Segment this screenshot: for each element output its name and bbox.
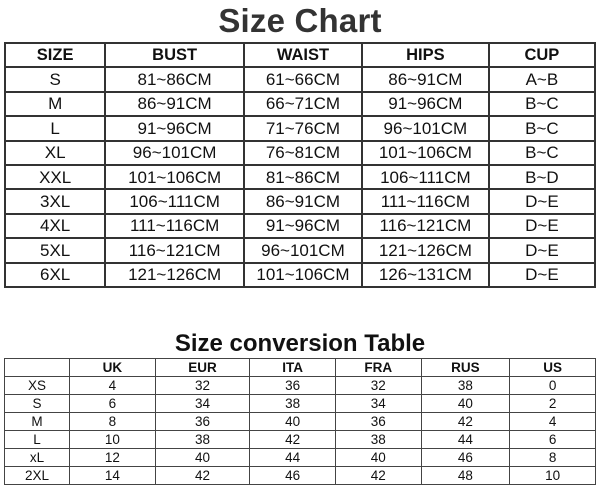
conversion-table: [4, 358, 596, 485]
size-chart-table-cell: S: [5, 67, 105, 91]
size-chart-column-header: WAIST: [244, 43, 362, 67]
size-chart-table-cell: 126~131CM: [362, 263, 489, 287]
size-chart-table-cell: 106~111CM: [105, 189, 244, 213]
conversion-table-cell: 34: [335, 395, 421, 413]
conversion-table-cell: 8: [70, 413, 156, 431]
size-chart-table-row: [5, 214, 595, 238]
conversion-table-row: [5, 449, 596, 467]
size-chart-table-row: [5, 165, 595, 189]
size-chart-table-cell: 101~106CM: [362, 141, 489, 165]
size-chart-table-cell: 6XL: [5, 263, 105, 287]
conversion-table-cell: 46: [250, 467, 336, 485]
conversion-table-row: [5, 467, 596, 485]
conversion-column-header: US: [510, 359, 596, 377]
conversion-table-cell: 0: [510, 377, 596, 395]
size-chart-table-cell: 121~126CM: [362, 238, 489, 262]
size-chart-table-row: [5, 189, 595, 213]
conversion-table-cell: 4: [510, 413, 596, 431]
size-chart-table-row: [5, 141, 595, 165]
size-chart-table-row: [5, 116, 595, 140]
size-chart-column-header: CUP: [489, 43, 595, 67]
size-chart-table-cell: L: [5, 116, 105, 140]
size-chart-table-row: [5, 92, 595, 116]
size-chart-table-cell: D~E: [489, 263, 595, 287]
conversion-table-row: [5, 377, 596, 395]
size-chart-table-cell: 86~91CM: [362, 67, 489, 91]
conversion-table-cell: 38: [250, 395, 336, 413]
conversion-table-cell: M: [5, 413, 70, 431]
conversion-table-cell: 38: [421, 377, 510, 395]
size-chart-table-cell: B~C: [489, 116, 595, 140]
size-chart-table-cell: 101~106CM: [244, 263, 362, 287]
conversion-header-row: [5, 359, 596, 377]
size-chart-table-row: [5, 67, 595, 91]
size-chart-table-cell: A~B: [489, 67, 595, 91]
size-chart-table-cell: 96~101CM: [105, 141, 244, 165]
size-chart-table-cell: 81~86CM: [244, 165, 362, 189]
conversion-table-cell: 32: [335, 377, 421, 395]
size-chart-table-row: [5, 238, 595, 262]
conversion-table-cell: 14: [70, 467, 156, 485]
conversion-table-cell: 40: [335, 449, 421, 467]
conversion-table-cell: 2XL: [5, 467, 70, 485]
conversion-table-cell: 6: [510, 431, 596, 449]
conversion-table-cell: 48: [421, 467, 510, 485]
conversion-table-cell: 40: [250, 413, 336, 431]
size-chart-table-cell: 3XL: [5, 189, 105, 213]
size-chart-table: [4, 42, 596, 288]
size-chart-table-cell: 116~121CM: [362, 214, 489, 238]
conversion-table-cell: 42: [421, 413, 510, 431]
conversion-column-header: [5, 359, 70, 377]
size-chart-column-header: BUST: [105, 43, 244, 67]
conversion-table-cell: 40: [155, 449, 250, 467]
size-chart-table-cell: D~E: [489, 189, 595, 213]
size-chart-table-cell: 91~96CM: [105, 116, 244, 140]
size-chart-column-header: HIPS: [362, 43, 489, 67]
size-chart-table-cell: 86~91CM: [244, 189, 362, 213]
conversion-table-cell: S: [5, 395, 70, 413]
conversion-table-cell: 12: [70, 449, 156, 467]
conversion-column-header: RUS: [421, 359, 510, 377]
size-chart-table-cell: 76~81CM: [244, 141, 362, 165]
conversion-table-cell: 46: [421, 449, 510, 467]
size-chart-table-cell: 96~101CM: [244, 238, 362, 262]
conversion-table-cell: L: [5, 431, 70, 449]
size-chart-table-cell: 81~86CM: [105, 67, 244, 91]
size-chart-header-row: [5, 43, 595, 67]
size-chart-table-cell: 121~126CM: [105, 263, 244, 287]
size-chart-table-cell: 71~76CM: [244, 116, 362, 140]
conversion-table-cell: 34: [155, 395, 250, 413]
size-chart-table-cell: XL: [5, 141, 105, 165]
conversion-table-title: Size conversion Table: [174, 330, 426, 357]
size-chart-table-cell: B~C: [489, 141, 595, 165]
conversion-table-row: [5, 395, 596, 413]
size-chart-table-cell: 91~96CM: [244, 214, 362, 238]
conversion-table-cell: xL: [5, 449, 70, 467]
size-chart-table-cell: 91~96CM: [362, 92, 489, 116]
conversion-table-cell: 6: [70, 395, 156, 413]
size-chart-table-cell: 111~116CM: [362, 189, 489, 213]
conversion-column-header: FRA: [335, 359, 421, 377]
size-chart-title: Size Chart: [218, 2, 382, 39]
size-chart-table-cell: 86~91CM: [105, 92, 244, 116]
conversion-table-cell: 42: [335, 467, 421, 485]
conversion-table-cell: XS: [5, 377, 70, 395]
conversion-table-cell: 4: [70, 377, 156, 395]
conversion-table-cell: 32: [155, 377, 250, 395]
size-chart-table-cell: XXL: [5, 165, 105, 189]
conversion-table-cell: 44: [421, 431, 510, 449]
conversion-table-cell: 10: [510, 467, 596, 485]
size-chart-table-cell: 5XL: [5, 238, 105, 262]
size-chart-table-cell: 61~66CM: [244, 67, 362, 91]
conversion-table-cell: 42: [155, 467, 250, 485]
size-chart-column-header: SIZE: [5, 43, 105, 67]
conversion-table-cell: 38: [155, 431, 250, 449]
conversion-column-header: EUR: [155, 359, 250, 377]
conversion-table-cell: 36: [155, 413, 250, 431]
conversion-table-cell: 8: [510, 449, 596, 467]
conversion-table-cell: 36: [250, 377, 336, 395]
conversion-table-cell: 38: [335, 431, 421, 449]
conversion-column-header: ITA: [250, 359, 336, 377]
size-chart-table-row: [5, 263, 595, 287]
size-chart-table-cell: B~D: [489, 165, 595, 189]
conversion-table-cell: 40: [421, 395, 510, 413]
size-chart-table-cell: D~E: [489, 214, 595, 238]
size-chart-table-cell: 96~101CM: [362, 116, 489, 140]
conversion-table-row: [5, 431, 596, 449]
size-chart-table-cell: 111~116CM: [105, 214, 244, 238]
size-chart-table-cell: 106~111CM: [362, 165, 489, 189]
size-chart-table-cell: 66~71CM: [244, 92, 362, 116]
size-chart-table-cell: 4XL: [5, 214, 105, 238]
conversion-table-cell: 10: [70, 431, 156, 449]
conversion-table-row: [5, 413, 596, 431]
conversion-column-header: UK: [70, 359, 156, 377]
conversion-table-cell: 2: [510, 395, 596, 413]
size-chart-table-cell: M: [5, 92, 105, 116]
conversion-table-cell: 36: [335, 413, 421, 431]
size-chart-table-cell: D~E: [489, 238, 595, 262]
size-chart-table-cell: 116~121CM: [105, 238, 244, 262]
size-chart-table-cell: 101~106CM: [105, 165, 244, 189]
size-chart-table-cell: B~C: [489, 92, 595, 116]
conversion-table-cell: 42: [250, 431, 336, 449]
conversion-table-cell: 44: [250, 449, 336, 467]
